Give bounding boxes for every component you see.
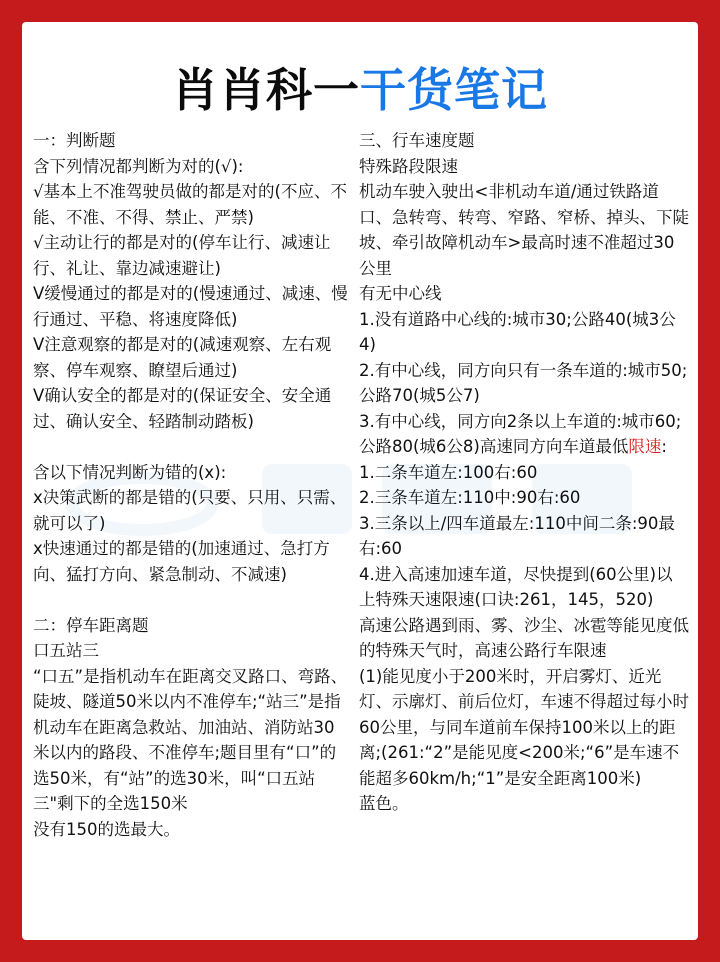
special-road-heading: 特殊路段限速 — [359, 156, 458, 176]
right-rule-5: V确认安全的都是对的(保证安全、安全通过、确认安全、轻踏制动踏板) — [33, 386, 332, 431]
highway-rule-1: 1.二条车道左:100右:60 — [359, 462, 538, 482]
closing-line: 蓝色。 — [359, 794, 409, 813]
title-part-blue: 干货笔记 — [360, 63, 548, 117]
center-line-rule-2: 2.有中心线，同方向只有一条车道的:城市50;公路70(城5公7) — [359, 360, 688, 405]
highway-rule-2: 2.三条车道左:110中:90右:60 — [359, 488, 581, 507]
section-1-heading: 一：判断题 — [33, 131, 116, 150]
center-line-rule-3-text: 3.有中心线，同方向2条以上车道的:城市60;公路80(城6公8)高速同方向车道最低 — [359, 411, 682, 456]
special-road-rule: 机动车驶入驶出<非机动车道/通过铁路道口、急转弯、转弯、窄路、窄桥、掉头、下陡坡、牵引故障机动车>最高时速不准超过30公里 — [359, 182, 689, 278]
section-2-heading: 二：停车距离题 — [33, 615, 149, 635]
right-rule-3: V缓慢通过的都是对的(慢速通过、减速、慢行通过、平稳、将速度降低) — [33, 284, 348, 329]
page-title — [22, 54, 698, 120]
wrong-judgement-intro: 含以下情况判断为错的(x): — [33, 462, 227, 482]
section-2-last-line: 没有150的选最大。 — [33, 819, 180, 839]
wrong-rule-1: x决策武断的都是错的(只要、只用、只需、就可以了) — [33, 488, 347, 533]
right-judgement-intro: 含下列情况都判断为对的(√): — [33, 156, 244, 176]
weather-intro: 高速公路遇到雨、雾、沙尘、冰雹等能见度低的特殊天气时，高速公路行车限速 — [359, 615, 689, 660]
highlight-speed-limit: 限速 — [628, 437, 662, 456]
section-2-body: “口五”是指机动车在距离交叉路口、弯路、陡坡、隧道50米以内不准停车;“站三”是指机动车在距离急救站、加油站、消防站30米以内的路段、不准停车;题目里有“口”的选50米，有“站”的选30米，叫“口五站三"剩下的全选150米 — [33, 666, 348, 813]
center-line-rule-3 — [359, 409, 689, 460]
right-rule-1: √基本上不准驾驶员做的都是对的(不应、不能、不准、不得、禁止、严禁) — [33, 182, 347, 227]
center-line-rule-3-end: : — [661, 437, 667, 456]
right-column — [359, 128, 689, 817]
center-line-rule-1: 1.没有道路中心线的:城市30;公路40(城3公4) — [359, 309, 676, 354]
wrong-rule-2: x快速通过的都是错的(加速通过、急打方向、猛打方向、紧急制动、不减速) — [33, 539, 330, 584]
highway-rule-4: 4.进入高速加速车道，尽快提到(60公里)以上特殊天速限速(口诀:261，145，520) — [359, 564, 673, 609]
right-rule-2: √主动让行的都是对的(停车让行、减速让行、礼让、靠边减速避让) — [33, 233, 331, 278]
section-3-heading: 三、行车速度题 — [359, 131, 475, 150]
highway-rule-3: 3.三条以上/四车道最左:110中间二条:90最右:60 — [359, 513, 675, 558]
right-rule-4: V注意观察的都是对的(减速观察、左右观察、停车观察、瞭望后通过) — [33, 335, 332, 380]
note-card — [22, 22, 698, 940]
section-2-subheading: 口五站三 — [33, 641, 99, 660]
weather-rule-1: (1)能见度小于200米时，开启雾灯、近光灯、示廓灯、前后位灯，车速不得超过每小时60公里，与同车道前车保持100米以上的距离;(261:“2”是能见度<200米;“6”是车速不能超多60km/h;“1”是安全距离100米) — [359, 666, 689, 788]
center-line-heading: 有无中心线 — [359, 284, 442, 303]
title-part-dark: 肖肖科一 — [172, 63, 360, 117]
left-column — [33, 128, 349, 842]
